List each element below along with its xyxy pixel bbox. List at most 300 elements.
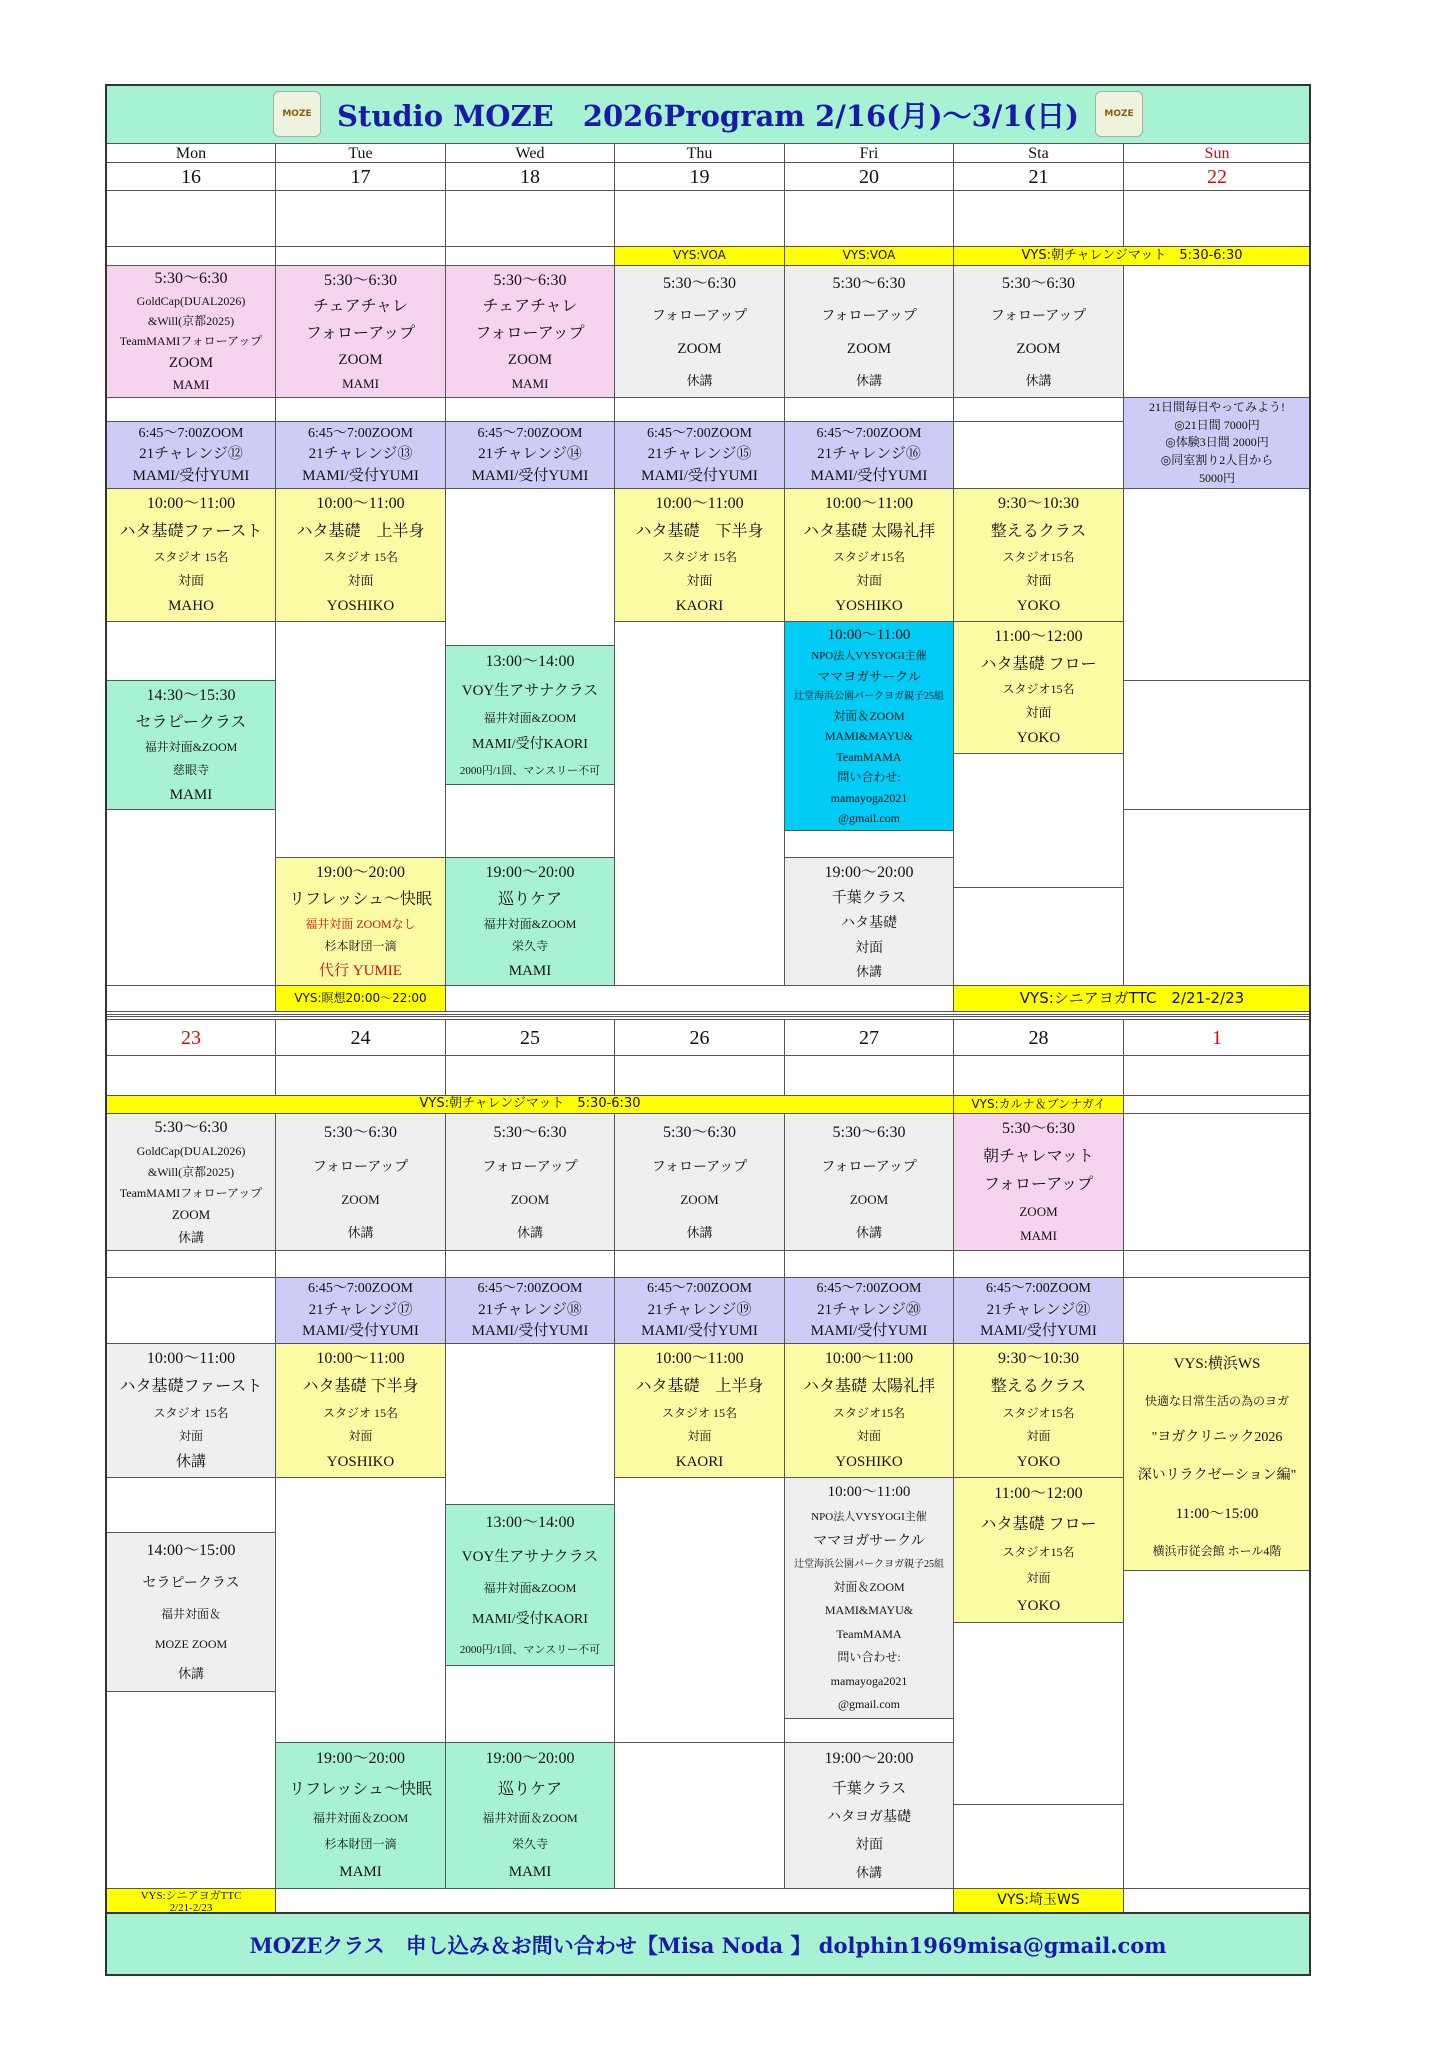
class-w2-mon-1000 bbox=[106, 1343, 276, 1478]
class-w2-mon-1000-line-0: 10:00～11:00 bbox=[146, 1350, 236, 1368]
class-w1-sat-0930-line-3: 対面 bbox=[1025, 572, 1052, 588]
page-title: Studio MOZE 2026Program 2/16(月)～3/1(日) bbox=[336, 98, 1080, 133]
class-w1-mon-0530-line-4: ZOOM bbox=[168, 354, 214, 371]
vys-banner-thu: VYS:VOA bbox=[614, 246, 785, 266]
vys-banner-fri: VYS:VOA bbox=[784, 246, 954, 266]
class-w2-sat-0645-line-2: MAMI/受付YUMI bbox=[980, 1323, 1097, 1340]
class-w1-wed-0645 bbox=[445, 421, 615, 489]
day-number-0: 16 bbox=[106, 162, 276, 191]
class-w2-tue-0645-line-1: 21チャレンジ⑰ bbox=[308, 1301, 413, 1318]
class-w2-thu-1000-line-2: スタジオ 15名 bbox=[661, 1405, 737, 1420]
empty-w2-sun-vys bbox=[1123, 1095, 1311, 1114]
class-w1-mon-0530-line-1: GoldCap(DUAL2026) bbox=[136, 293, 246, 308]
empty-w1-wed-1500 bbox=[445, 784, 615, 858]
vys-banner-sat-sun: VYS:朝チャレンジマット 5:30-6:30 bbox=[953, 246, 1311, 266]
empty-w1-mon-1130 bbox=[106, 621, 276, 681]
class-w2-mon-0530 bbox=[106, 1113, 276, 1251]
class-w1-tue-0530-line-4: MAMI bbox=[342, 376, 379, 392]
class-w1-thu-0530-line-2: ZOOM bbox=[677, 340, 722, 357]
class-w2-sat-0530-line-4: MAMI bbox=[1020, 1228, 1057, 1244]
class-w2-thu-0530 bbox=[614, 1113, 785, 1251]
class-w2-sat-0930-line-2: スタジオ15名 bbox=[1002, 1405, 1075, 1420]
class-w2-fri-mama-line-1: NPO法人VYSYOGI主催 bbox=[811, 1511, 927, 1524]
class-w1-fri-1000-line-4: YOSHIKO bbox=[835, 598, 903, 615]
class-w2-fri-mama-line-9: @gmail.com bbox=[837, 1697, 901, 1712]
class-w1-tue-0645-line-0: 6:45～7:00ZOOM bbox=[308, 425, 413, 441]
empty-top-w2-4 bbox=[784, 1055, 954, 1096]
class-w2-sat-0530-line-1: 朝チャレマット bbox=[983, 1148, 1094, 1166]
class-w2-tue-1000-line-2: スタジオ 15名 bbox=[322, 1405, 398, 1420]
class-w1-sat-0530-line-3: 休講 bbox=[1025, 372, 1052, 388]
class-w1-sat-0930-line-4: YOKO bbox=[1016, 598, 1061, 615]
class-w2-tue-1000-line-1: ハタ基礎 下半身 bbox=[302, 1378, 419, 1396]
class-w2-tue-1900-line-4: MAMI bbox=[339, 1863, 382, 1880]
class-w1-wed-0645-line-0: 6:45～7:00ZOOM bbox=[477, 425, 583, 441]
day-name-5: Sta bbox=[953, 143, 1124, 163]
class-w1-fri-0530 bbox=[784, 265, 954, 398]
class-w2-wed-1900-line-3: 栄久寺 bbox=[511, 1836, 548, 1851]
class-w2-mon-0530-line-1: GoldCap(DUAL2026) bbox=[136, 1143, 246, 1158]
class-w1-sat-0930-line-2: スタジオ15名 bbox=[1002, 549, 1075, 564]
class-w1-tue-1900-line-1: リフレッシュ～快眠 bbox=[289, 890, 432, 908]
class-w1-wed-1900-line-1: 巡りケア bbox=[497, 890, 562, 908]
class-w1-fri-1900-line-2: ハタ基礎 bbox=[841, 915, 897, 931]
event-w2-sun-yokohama-ws-line-4: 11:00～15:00 bbox=[1175, 1505, 1259, 1522]
day-name-6: Sun bbox=[1123, 143, 1311, 163]
empty-gap-w1-0 bbox=[106, 397, 276, 422]
class-w1-wed-1900-line-0: 19:00～20:00 bbox=[485, 863, 575, 881]
class-w1-thu-0645-line-1: 21チャレンジ⑮ bbox=[647, 446, 752, 463]
day-number-4: 20 bbox=[784, 162, 954, 191]
class-w1-mon-1430-line-1: セラピークラス bbox=[135, 713, 247, 731]
day-name-0: Mon bbox=[106, 143, 276, 163]
class-w1-fri-1000 bbox=[784, 488, 954, 622]
class-w2-wed-0530 bbox=[445, 1113, 615, 1251]
class-w2-fri-mama bbox=[784, 1477, 954, 1719]
class-w1-mon-1430-line-3: 慈眼寺 bbox=[172, 762, 209, 777]
class-w1-fri-0645 bbox=[784, 421, 954, 489]
class-w2-tue-0645 bbox=[275, 1277, 446, 1344]
event-w2-sun-yokohama-ws bbox=[1123, 1343, 1311, 1571]
day-number-w2-4: 27 bbox=[784, 1019, 954, 1056]
class-w2-tue-1900-line-3: 杉本財団一滴 bbox=[324, 1836, 397, 1851]
empty-w2-mon-1600 bbox=[106, 1691, 276, 1889]
class-w2-tue-1000 bbox=[275, 1343, 446, 1478]
class-w2-thu-1000 bbox=[614, 1343, 785, 1478]
class-w2-thu-1000-line-0: 10:00～11:00 bbox=[655, 1350, 744, 1368]
class-w1-sat-1100 bbox=[953, 621, 1124, 754]
class-w2-wed-0530-line-0: 5:30～6:30 bbox=[493, 1124, 567, 1142]
day-number-w2-2: 25 bbox=[445, 1019, 615, 1056]
class-w1-fri-1000-line-1: ハタ基礎 太陽礼拝 bbox=[802, 522, 935, 540]
class-w2-sat-0645 bbox=[953, 1277, 1124, 1344]
class-w1-tue-1900-line-4: 代行 YUMIE bbox=[319, 962, 402, 979]
class-w1-mon-0645-line-0: 6:45～7:00ZOOM bbox=[138, 425, 244, 441]
class-w2-wed-1300-line-3: MAMI/受付KAORI bbox=[472, 1611, 588, 1627]
class-w1-tue-1000-line-2: スタジオ 15名 bbox=[322, 549, 398, 564]
class-w2-fri-mama-line-0: 10:00～11:00 bbox=[827, 1484, 911, 1501]
event-w2-sun-yokohama-ws-line-1: 快適な日常生活の為のヨガ bbox=[1144, 1393, 1289, 1408]
class-w2-mon-1400-line-0: 14:00～15:00 bbox=[146, 1542, 236, 1560]
vys-banner-w2-mon-bottom bbox=[106, 1888, 276, 1913]
class-w1-mon-0530-line-5: MAMI bbox=[172, 377, 210, 393]
title-bar bbox=[106, 85, 1310, 144]
class-w2-tue-1900-line-0: 19:00～20:00 bbox=[316, 1750, 405, 1768]
class-w1-thu-0645-line-2: MAMI/受付YUMI bbox=[641, 467, 758, 484]
class-w2-fri-mama-line-8: mamayoga2021 bbox=[830, 1673, 908, 1688]
class-w2-wed-1900-line-4: MAMI bbox=[508, 1863, 552, 1880]
class-w2-sat-0930-line-3: 対面 bbox=[1026, 1429, 1051, 1444]
vys-banner-w1-tue-bottom: VYS:瞑想20:00～22:00 bbox=[275, 985, 446, 1012]
class-w1-mon-0645-line-2: MAMI/受付YUMI bbox=[132, 467, 250, 484]
class-w1-mon-1000-line-1: ハタ基礎ファースト bbox=[119, 522, 263, 540]
class-w2-sat-1100-line-3: 対面 bbox=[1026, 1571, 1051, 1586]
class-w2-wed-0645-line-1: 21チャレンジ⑱ bbox=[478, 1301, 582, 1318]
class-w1-thu-0645 bbox=[614, 421, 785, 489]
empty-top-w2-1 bbox=[275, 1055, 446, 1096]
empty-top-w1-5 bbox=[953, 190, 1124, 247]
class-w2-mon-1400-line-3: MOZE ZOOM bbox=[154, 1636, 228, 1651]
class-w1-thu-1000-line-3: 対面 bbox=[686, 572, 713, 588]
class-w2-wed-0530-line-3: 休講 bbox=[516, 1224, 543, 1240]
empty-gap-w2-3 bbox=[614, 1250, 785, 1278]
class-w2-sat-1100-line-0: 11:00～12:00 bbox=[994, 1485, 1083, 1503]
info-w1-sun-21days-line-3: ◎同室割り2人目から bbox=[1160, 452, 1274, 467]
class-w1-sat-0930 bbox=[953, 488, 1124, 622]
class-w2-fri-1900-line-1: 千葉クラス bbox=[831, 1780, 907, 1797]
empty-w1-sat-1300 bbox=[953, 753, 1124, 888]
class-w2-fri-mama-line-5: MAMI&MAYU& bbox=[824, 1603, 914, 1618]
empty-gap-w1-1 bbox=[275, 397, 446, 422]
class-w2-tue-1900-line-1: リフレッシュ～快眠 bbox=[289, 1781, 432, 1799]
class-w2-wed-1300-line-1: VOY生アサナクラス bbox=[461, 1548, 599, 1565]
class-w2-fri-0530-line-1: フォローアップ bbox=[821, 1159, 917, 1175]
class-w2-sat-0645-line-0: 6:45～7:00ZOOM bbox=[986, 1281, 1091, 1297]
empty-w2-fri-1500 bbox=[784, 1718, 954, 1743]
class-w1-wed-0530-line-3: ZOOM bbox=[507, 351, 553, 368]
class-w1-mon-1430-line-0: 14:30～15:30 bbox=[146, 686, 236, 704]
class-w2-wed-0645-line-2: MAMI/受付YUMI bbox=[471, 1323, 589, 1340]
class-w1-wed-0530-line-0: 5:30～6:30 bbox=[493, 271, 567, 289]
class-w1-wed-1300-line-4: 2000円/1回、マンスリー不可 bbox=[459, 764, 601, 777]
empty-w2-wed-1000 bbox=[445, 1343, 615, 1505]
empty-gap-w2-4 bbox=[784, 1250, 954, 1278]
class-w1-fri-mama-line-9: @gmail.com bbox=[837, 811, 901, 826]
class-w1-tue-1000 bbox=[275, 488, 446, 622]
class-w2-fri-0645-line-2: MAMI/受付YUMI bbox=[810, 1323, 928, 1340]
class-w2-wed-1300-line-4: 2000円/1回、マンスリー不可 bbox=[459, 1643, 601, 1656]
class-w1-fri-0645-line-0: 6:45～7:00ZOOM bbox=[816, 425, 922, 441]
empty-w1-sun-1300 bbox=[1123, 680, 1311, 810]
class-w2-tue-0645-line-0: 6:45～7:00ZOOM bbox=[308, 1281, 413, 1297]
class-w1-mon-0645-line-1: 21チャレンジ⑫ bbox=[139, 446, 243, 463]
empty-gap-w1-2 bbox=[445, 397, 615, 422]
class-w1-fri-1000-line-0: 10:00～11:00 bbox=[824, 495, 914, 513]
class-w2-sat-0530 bbox=[953, 1113, 1124, 1251]
class-w2-thu-0530-line-2: ZOOM bbox=[680, 1192, 719, 1208]
class-w1-thu-0530-line-3: 休講 bbox=[686, 372, 713, 388]
class-w1-thu-0645-line-0: 6:45～7:00ZOOM bbox=[647, 425, 752, 441]
class-w1-fri-mama-line-5: MAMI&MAYU& bbox=[824, 729, 914, 744]
class-w1-fri-mama-line-4: 対面＆ZOOM bbox=[833, 708, 905, 723]
empty-top-w2-0 bbox=[106, 1055, 276, 1096]
empty-top2-w1-2 bbox=[445, 246, 615, 266]
class-w1-sat-0530-line-1: フォローアップ bbox=[990, 309, 1087, 325]
class-w1-wed-1300 bbox=[445, 645, 615, 785]
empty-w2-thu-1900 bbox=[614, 1742, 785, 1889]
class-w2-wed-1300-line-2: 福井対面&ZOOM bbox=[483, 1580, 577, 1595]
empty-w2-sun-1500 bbox=[1123, 1570, 1311, 1913]
class-w2-wed-1900-line-2: 福井対面＆ZOOM bbox=[482, 1810, 578, 1825]
class-w2-wed-1300-line-0: 13:00～14:00 bbox=[485, 1514, 575, 1532]
class-w2-mon-1400-line-4: 休講 bbox=[177, 1666, 204, 1682]
day-number-2: 18 bbox=[445, 162, 615, 191]
empty-w1-sat-1900 bbox=[953, 887, 1124, 986]
day-number-6: 22 bbox=[1123, 162, 1311, 191]
class-w2-tue-0530-line-2: ZOOM bbox=[341, 1192, 380, 1208]
empty-top-w1-6 bbox=[1123, 190, 1311, 247]
class-w2-mon-1000-line-3: 対面 bbox=[178, 1429, 203, 1444]
class-w2-thu-0645-line-1: 21チャレンジ⑲ bbox=[647, 1301, 752, 1318]
day-name-4: Fri bbox=[784, 143, 954, 163]
class-w1-mon-1000 bbox=[106, 488, 276, 622]
class-w2-mon-1000-line-2: スタジオ 15名 bbox=[153, 1405, 229, 1420]
class-w2-tue-1000-line-3: 対面 bbox=[348, 1429, 373, 1444]
info-w1-sun-21days-line-2: ◎体験3日間 2000円 bbox=[1165, 435, 1269, 450]
class-w2-fri-1000-line-0: 10:00～11:00 bbox=[824, 1350, 914, 1368]
empty-w2-tue-1130 bbox=[275, 1477, 446, 1743]
class-w2-mon-1000-line-1: ハタ基礎ファースト bbox=[119, 1378, 263, 1396]
class-w1-sat-0530-line-0: 5:30～6:30 bbox=[1002, 275, 1075, 293]
class-w1-mon-0645 bbox=[106, 421, 276, 489]
class-w1-wed-0530 bbox=[445, 265, 615, 398]
day-number-w2-3: 26 bbox=[614, 1019, 785, 1056]
class-w2-mon-1000-line-4: 休講 bbox=[175, 1454, 206, 1471]
event-w2-sun-yokohama-ws-line-2: "ヨガクリニック2026 bbox=[1151, 1430, 1283, 1446]
event-w2-sun-yokohama-ws-line-3: 深いリラクゼーション編" bbox=[1137, 1468, 1297, 1484]
class-w1-tue-0530-line-3: ZOOM bbox=[338, 351, 383, 368]
empty-top-w1-4 bbox=[784, 190, 954, 247]
class-w2-tue-0645-line-2: MAMI/受付YUMI bbox=[302, 1323, 419, 1340]
moze-logo-right: MOZE bbox=[1095, 91, 1143, 137]
empty-w2-sat-1300 bbox=[953, 1622, 1124, 1805]
empty-gap-w2-0 bbox=[106, 1250, 276, 1278]
info-w1-sun-21days bbox=[1123, 397, 1311, 489]
class-w2-sat-0530-line-3: ZOOM bbox=[1019, 1203, 1058, 1219]
class-w1-mon-1000-line-3: 対面 bbox=[177, 572, 204, 588]
empty-w1-sun-1500 bbox=[1123, 809, 1311, 986]
empty-w1-mon-1500 bbox=[106, 809, 276, 986]
class-w2-fri-0645-line-0: 6:45～7:00ZOOM bbox=[816, 1281, 922, 1297]
class-w1-tue-1000-line-4: YOSHIKO bbox=[326, 598, 395, 615]
class-w1-fri-0530-line-1: フォローアップ bbox=[821, 309, 917, 325]
class-w1-fri-mama-line-6: TeamMAMA bbox=[836, 749, 902, 764]
class-w1-mon-1000-line-0: 10:00～11:00 bbox=[146, 495, 236, 513]
class-w2-thu-0530-line-0: 5:30～6:30 bbox=[663, 1124, 736, 1142]
empty-gap-w1-5 bbox=[953, 397, 1124, 422]
class-w1-thu-0530-line-1: フォローアップ bbox=[651, 309, 748, 325]
empty-w2-sat-1900 bbox=[953, 1804, 1124, 1889]
class-w1-mon-1430-line-4: MAMI bbox=[169, 786, 213, 803]
empty-top-w2-3 bbox=[614, 1055, 785, 1096]
class-w1-tue-1000-line-3: 対面 bbox=[347, 572, 374, 588]
contact-footer: MOZEクラス 申し込み＆お問い合わせ【Misa Noda 】 dolphin1969misa@gmail.com bbox=[106, 1912, 1310, 1976]
class-w1-tue-1900-line-0: 19:00～20:00 bbox=[316, 863, 405, 881]
class-w2-mon-0530-line-3: TeamMAMIフォローアップ bbox=[119, 1186, 263, 1201]
class-w1-tue-1000-line-0: 10:00～11:00 bbox=[316, 495, 405, 513]
empty-w1-tue-1130 bbox=[275, 621, 446, 858]
class-w1-wed-1300-line-1: VOY生アサナクラス bbox=[461, 682, 599, 699]
class-w2-sat-0530-line-0: 5:30～6:30 bbox=[1002, 1120, 1075, 1138]
empty-gap-w1-4 bbox=[784, 397, 954, 422]
class-w1-fri-mama-line-3: 辻堂海浜公園パークヨガ親子25組 bbox=[794, 691, 944, 703]
week-separator bbox=[106, 1014, 1310, 1017]
class-w1-sat-1100-line-2: スタジオ15名 bbox=[1002, 682, 1075, 697]
class-w1-thu-1000 bbox=[614, 488, 785, 622]
class-w2-fri-1900-line-4: 休講 bbox=[855, 1865, 882, 1881]
empty-gap-w2-6 bbox=[1123, 1250, 1311, 1278]
class-w2-wed-0530-line-2: ZOOM bbox=[510, 1192, 550, 1208]
class-w2-sat-0930 bbox=[953, 1343, 1124, 1478]
empty-gap-w2-1 bbox=[275, 1250, 446, 1278]
class-w2-wed-1900 bbox=[445, 1742, 615, 1889]
vys-banner-w2-sat: VYS:カルナ＆ブンナガイ bbox=[953, 1095, 1124, 1114]
empty-w1-sat-0645 bbox=[953, 421, 1124, 489]
class-w1-tue-0645 bbox=[275, 421, 446, 489]
class-w1-fri-1900-line-1: 千葉クラス bbox=[831, 890, 907, 907]
class-w1-wed-1900 bbox=[445, 857, 615, 986]
class-w2-fri-1900-line-2: ハタヨガ基礎 bbox=[827, 1810, 911, 1825]
class-w1-tue-1900-line-3: 杉本財団一滴 bbox=[324, 939, 397, 954]
class-w2-fri-1000 bbox=[784, 1343, 954, 1478]
class-w2-fri-0645 bbox=[784, 1277, 954, 1344]
class-w1-tue-1900 bbox=[275, 857, 446, 986]
class-w1-wed-1300-line-2: 福井対面&ZOOM bbox=[483, 710, 577, 725]
day-number-w2-0: 23 bbox=[106, 1019, 276, 1056]
empty-w1-sun-1000 bbox=[1123, 488, 1311, 681]
empty-w1-wed-1000 bbox=[445, 488, 615, 646]
class-w1-wed-0645-line-1: 21チャレンジ⑭ bbox=[478, 446, 582, 463]
class-w2-thu-1000-line-1: ハタ基礎 上半身 bbox=[635, 1378, 764, 1396]
class-w2-tue-1000-line-0: 10:00～11:00 bbox=[316, 1350, 405, 1368]
day-number-3: 19 bbox=[614, 162, 785, 191]
class-w1-mon-1000-line-2: スタジオ 15名 bbox=[153, 549, 229, 564]
class-w1-fri-1000-line-2: スタジオ15名 bbox=[832, 549, 905, 564]
class-w2-thu-0530-line-3: 休講 bbox=[686, 1224, 713, 1240]
class-w2-fri-mama-line-4: 対面＆ZOOM bbox=[833, 1579, 905, 1594]
class-w1-wed-1300-line-0: 13:00～14:00 bbox=[485, 653, 575, 671]
class-w1-thu-1000-line-1: ハタ基礎 下半身 bbox=[635, 522, 764, 540]
class-w1-sat-1100-line-0: 11:00～12:00 bbox=[994, 627, 1083, 645]
class-w2-sat-1100-line-1: ハタ基礎 フロー bbox=[980, 1515, 1097, 1533]
class-w2-wed-1300 bbox=[445, 1504, 615, 1666]
class-w1-wed-1300-line-3: MAMI/受付KAORI bbox=[472, 737, 588, 753]
class-w1-wed-1900-line-3: 栄久寺 bbox=[511, 939, 548, 954]
class-w2-sat-1100 bbox=[953, 1477, 1124, 1623]
class-w1-wed-0530-line-1: チェアチャレ bbox=[482, 298, 578, 316]
class-w1-fri-1900-line-0: 19:00～20:00 bbox=[824, 863, 914, 881]
class-w2-wed-1900-line-0: 19:00～20:00 bbox=[485, 1750, 575, 1768]
empty-w2-sun-0645 bbox=[1123, 1277, 1311, 1344]
class-w1-thu-1000-line-2: スタジオ 15名 bbox=[661, 549, 737, 564]
empty-top-w2-2 bbox=[445, 1055, 615, 1096]
class-w2-tue-0530 bbox=[275, 1113, 446, 1251]
empty-w1-thu-1130 bbox=[614, 621, 785, 986]
class-w2-mon-0530-line-2: &Will(京都2025) bbox=[147, 1164, 235, 1179]
class-w2-fri-0530-line-2: ZOOM bbox=[849, 1192, 889, 1208]
class-w1-wed-0530-line-2: フォローアップ bbox=[475, 324, 585, 342]
class-w1-fri-mama-line-0: 10:00～11:00 bbox=[827, 626, 911, 643]
vys-banner-w2-sat-bottom: VYS:埼玉WS bbox=[953, 1888, 1124, 1913]
class-w2-tue-1000-line-4: YOSHIKO bbox=[326, 1454, 395, 1471]
class-w2-fri-1000-line-4: YOSHIKO bbox=[835, 1454, 903, 1471]
class-w2-wed-0645 bbox=[445, 1277, 615, 1344]
class-w1-fri-mama-line-8: mamayoga2021 bbox=[830, 790, 908, 805]
class-w1-thu-1000-line-0: 10:00～11:00 bbox=[655, 495, 744, 513]
empty-w1-sun-0530 bbox=[1123, 265, 1311, 398]
class-w1-fri-0645-line-1: 21チャレンジ⑯ bbox=[817, 446, 921, 463]
class-w2-fri-0530-line-3: 休講 bbox=[855, 1224, 882, 1240]
class-w1-sat-0530-line-2: ZOOM bbox=[1016, 340, 1061, 357]
empty-top-w2-6 bbox=[1123, 1055, 1311, 1096]
class-w1-sat-1100-line-3: 対面 bbox=[1025, 705, 1052, 721]
class-w1-thu-1000-line-4: KAORI bbox=[675, 598, 724, 615]
class-w2-wed-0530-line-1: フォローアップ bbox=[482, 1159, 578, 1175]
class-w2-sat-0530-line-2: フォローアップ bbox=[983, 1176, 1094, 1194]
class-w2-tue-1900 bbox=[275, 1742, 446, 1889]
class-w2-mon-1400 bbox=[106, 1532, 276, 1692]
class-w1-fri-mama-line-1: NPO法人VYSYOGI主催 bbox=[811, 650, 927, 663]
class-w1-sat-0930-line-1: 整えるクラス bbox=[990, 522, 1087, 540]
day-name-3: Thu bbox=[614, 143, 785, 163]
class-w1-thu-0530 bbox=[614, 265, 785, 398]
event-w2-sun-yokohama-ws-line-0: VYS:横浜WS bbox=[1173, 1356, 1261, 1373]
class-w1-tue-0530-line-0: 5:30～6:30 bbox=[324, 271, 397, 289]
class-w2-tue-0530-line-0: 5:30～6:30 bbox=[324, 1124, 397, 1142]
class-w2-fri-1900 bbox=[784, 1742, 954, 1889]
class-w1-fri-1000-line-3: 対面 bbox=[855, 572, 882, 588]
class-w2-mon-1400-line-2: 福井対面＆ bbox=[160, 1607, 221, 1622]
class-w2-sat-0645-line-1: 21チャレンジ㉑ bbox=[986, 1301, 1091, 1318]
class-w2-tue-0530-line-3: 休講 bbox=[347, 1224, 374, 1240]
class-w1-tue-1900-line-2: 福井対面 ZOOMなし bbox=[305, 916, 416, 931]
class-w2-fri-0645-line-1: 21チャレンジ⑳ bbox=[817, 1301, 921, 1318]
event-w2-sun-yokohama-ws-line-5: 横浜市従会館 ホール4階 bbox=[1152, 1543, 1282, 1558]
day-name-2: Wed bbox=[445, 143, 615, 163]
day-number-w2-6: 1 bbox=[1123, 1019, 1311, 1056]
class-w1-fri-mama-line-7: 問い合わせ: bbox=[837, 770, 901, 785]
empty-w2-wed-1500 bbox=[445, 1665, 615, 1743]
class-w2-fri-1000-line-1: ハタ基礎 太陽礼拝 bbox=[802, 1378, 935, 1396]
class-w2-mon-0530-line-5: 休講 bbox=[177, 1229, 204, 1245]
info-w1-sun-21days-line-0: 21日間毎日やってみよう! bbox=[1149, 400, 1285, 415]
class-w1-mon-0530-line-0: 5:30～6:30 bbox=[154, 270, 228, 288]
empty-w2-thu-1130 bbox=[614, 1477, 785, 1743]
empty-w1-wed-fri-bottom bbox=[445, 985, 954, 1012]
class-w2-fri-mama-line-3: 辻堂海浜公園パークヨガ親子25組 bbox=[794, 1559, 944, 1571]
empty-w2-sun-bottom bbox=[1123, 1888, 1311, 1913]
empty-top2-w1-1 bbox=[275, 246, 446, 266]
day-number-w2-5: 28 bbox=[953, 1019, 1124, 1056]
class-w2-thu-1000-line-3: 対面 bbox=[687, 1429, 712, 1444]
class-w1-fri-0530-line-3: 休講 bbox=[855, 372, 882, 388]
vys-banner-w2-morning: VYS:朝チャレンジマット 5:30-6:30 bbox=[106, 1095, 954, 1114]
day-number-w2-1: 24 bbox=[275, 1019, 446, 1056]
class-w1-fri-0530-line-2: ZOOM bbox=[846, 340, 892, 357]
class-w2-fri-0530-line-0: 5:30～6:30 bbox=[832, 1124, 906, 1142]
class-w2-fri-mama-line-7: 問い合わせ: bbox=[837, 1650, 901, 1665]
class-w1-sat-0930-line-0: 9:30～10:30 bbox=[998, 495, 1079, 513]
